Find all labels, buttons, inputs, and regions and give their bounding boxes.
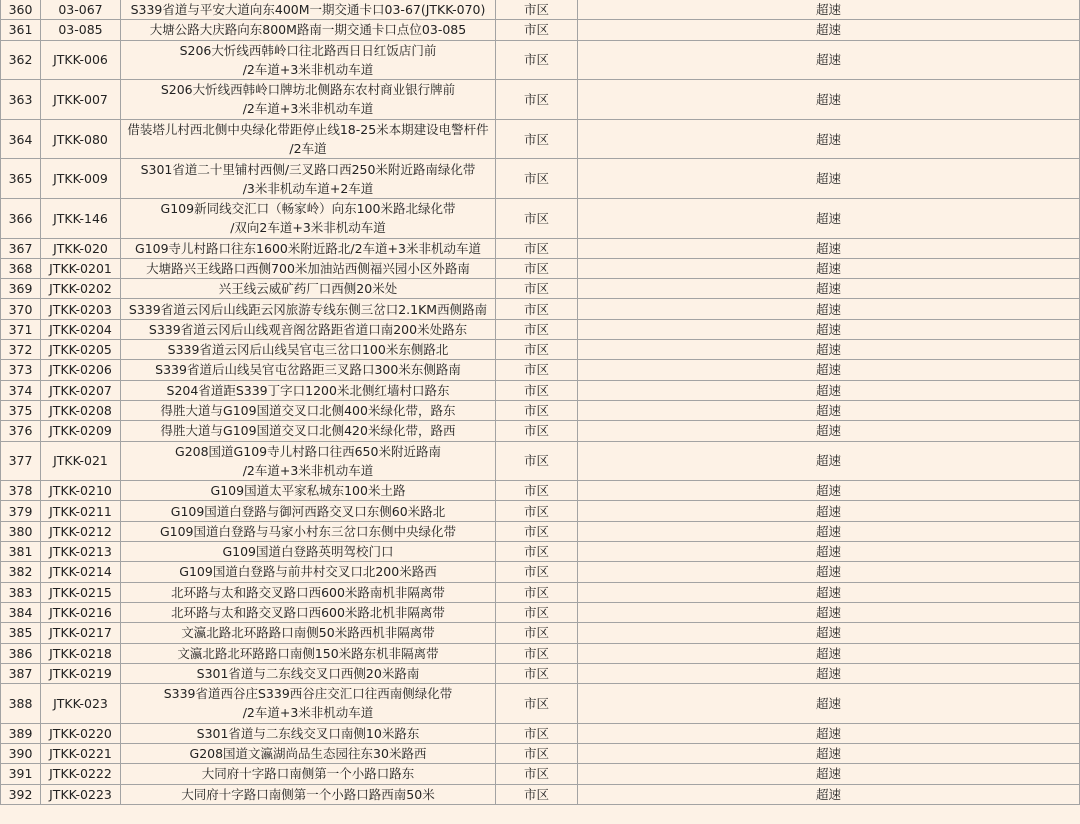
violation-type-cell: 超速: [578, 238, 1080, 258]
violation-type-cell: 超速: [578, 643, 1080, 663]
device-code-cell: 03-067: [41, 0, 121, 20]
row-number-cell: 386: [1, 643, 41, 663]
device-code-cell: JTKK-023: [41, 684, 121, 724]
violation-type-cell: 超速: [578, 258, 1080, 278]
violation-type-cell: 超速: [578, 421, 1080, 441]
row-number-cell: 377: [1, 441, 41, 481]
row-number-cell: 373: [1, 360, 41, 380]
violation-type-cell: 超速: [578, 521, 1080, 541]
device-code-cell: JTKK-0204: [41, 319, 121, 339]
location-line: G109国道白登路与御河西路交叉口东侧60米路北: [170, 503, 446, 519]
violation-type-cell: 超速: [578, 441, 1080, 481]
row-number-cell: 384: [1, 602, 41, 622]
area-cell: 市区: [496, 643, 578, 663]
location-line: S339省道后山线吴官屯岔路距三叉路口300米东侧路南: [155, 362, 461, 378]
violation-type-cell: 超速: [578, 279, 1080, 299]
area-cell: 市区: [496, 602, 578, 622]
table-row: [1, 198, 1080, 238]
location-line: 文瀛北路北环路路口南侧50米路西机非隔离带: [181, 625, 435, 641]
row-number-cell: 371: [1, 319, 41, 339]
table-row: [1, 602, 1080, 622]
violation-type-cell: 超速: [578, 663, 1080, 683]
table-row: [1, 360, 1080, 380]
location-cell: [121, 623, 496, 643]
row-number-cell: 381: [1, 542, 41, 562]
row-number-cell: 366: [1, 198, 41, 238]
location-cell: [121, 441, 496, 481]
device-code-cell: JTKK-0209: [41, 421, 121, 441]
device-code-cell: JTKK-0223: [41, 784, 121, 804]
location-line: 文瀛北路北环路路口南侧150米路东机非隔离带: [177, 645, 439, 661]
table-row: [1, 743, 1080, 763]
area-cell: 市区: [496, 764, 578, 784]
area-cell: 市区: [496, 542, 578, 562]
table-row: [1, 723, 1080, 743]
table-row: [1, 40, 1080, 80]
violation-type-cell: 超速: [578, 380, 1080, 400]
location-line: /2车道: [289, 141, 327, 157]
row-number-cell: 372: [1, 340, 41, 360]
area-cell: 市区: [496, 20, 578, 40]
location-line: /3米非机动车道+2车道: [242, 180, 374, 196]
location-cell: [121, 684, 496, 724]
violation-type-cell: 超速: [578, 764, 1080, 784]
area-cell: 市区: [496, 299, 578, 319]
violation-type-cell: 超速: [578, 784, 1080, 804]
area-cell: 市区: [496, 0, 578, 20]
table-row: [1, 258, 1080, 278]
location-cell: [121, 360, 496, 380]
table-row: [1, 119, 1080, 159]
location-cell: [121, 421, 496, 441]
table-row: [1, 542, 1080, 562]
table-row: [1, 279, 1080, 299]
device-code-cell: JTKK-0216: [41, 602, 121, 622]
row-number-cell: 388: [1, 684, 41, 724]
location-cell: [121, 198, 496, 238]
row-number-cell: 374: [1, 380, 41, 400]
violation-type-cell: 超速: [578, 80, 1080, 120]
location-cell: [121, 562, 496, 582]
location-cell: [121, 238, 496, 258]
location-cell: [121, 582, 496, 602]
area-cell: 市区: [496, 279, 578, 299]
location-cell: [121, 602, 496, 622]
row-number-cell: 375: [1, 400, 41, 420]
row-number-cell: 390: [1, 743, 41, 763]
location-line: S206大忻线西韩岭口往北路西日日红饭店门前: [179, 42, 437, 58]
location-cell: [121, 542, 496, 562]
area-cell: 市区: [496, 238, 578, 258]
location-line: S301省道与二东线交叉口南侧10米路东: [196, 725, 420, 741]
device-code-cell: JTKK-0215: [41, 582, 121, 602]
row-number-cell: 376: [1, 421, 41, 441]
location-cell: [121, 521, 496, 541]
device-code-cell: JTKK-146: [41, 198, 121, 238]
device-code-cell: JTKK-0217: [41, 623, 121, 643]
location-line: 北环路与太和路交叉路口西600米路南机非隔离带: [171, 584, 445, 600]
location-cell: [121, 258, 496, 278]
area-cell: 市区: [496, 421, 578, 441]
device-code-cell: JTKK-0202: [41, 279, 121, 299]
area-cell: 市区: [496, 340, 578, 360]
device-code-cell: JTKK-0208: [41, 400, 121, 420]
device-code-cell: JTKK-0203: [41, 299, 121, 319]
area-cell: 市区: [496, 623, 578, 643]
location-line: 大塘路兴王线路口西侧700米加油站西侧福兴园小区外路南: [146, 261, 470, 276]
device-code-cell: JTKK-0222: [41, 764, 121, 784]
violation-type-cell: 超速: [578, 360, 1080, 380]
table-row: [1, 764, 1080, 784]
location-line: G109国道白登路与前井村交叉口北200米路西: [179, 564, 437, 580]
violation-type-cell: 超速: [578, 623, 1080, 643]
location-line: G109国道太平家私城东100米土路: [210, 483, 406, 499]
table-row: [1, 481, 1080, 501]
device-code-cell: 03-085: [41, 20, 121, 40]
violation-type-cell: 超速: [578, 501, 1080, 521]
table-row: [1, 319, 1080, 339]
area-cell: 市区: [496, 198, 578, 238]
row-number-cell: 365: [1, 159, 41, 199]
row-number-cell: 391: [1, 764, 41, 784]
location-line: G208国道文瀛湖尚品生态园往东30米路西: [189, 746, 427, 762]
location-line: /2车道+3米非机动车道: [242, 462, 374, 478]
violation-type-cell: 超速: [578, 119, 1080, 159]
location-line: S301省道二十里铺村西侧/三叉路口西250米附近路南绿化带: [140, 161, 476, 177]
location-line: G109寺儿村路口往东1600米附近路北/2车道+3米非机动车道: [135, 240, 481, 256]
device-code-cell: JTKK-021: [41, 441, 121, 481]
location-line: S339省道西谷庄S339西谷庄交汇口往西南侧绿化带: [163, 686, 453, 702]
violation-type-cell: 超速: [578, 481, 1080, 501]
row-number-cell: 369: [1, 279, 41, 299]
violation-type-cell: 超速: [578, 723, 1080, 743]
location-line: S339省道云冈后山线距云冈旅游专线东侧三岔口2.1KM西侧路南: [128, 301, 488, 317]
table-row: [1, 340, 1080, 360]
area-cell: 市区: [496, 582, 578, 602]
area-cell: 市区: [496, 80, 578, 120]
location-line: G109新同线交汇口（畅家岭）向东100米路北绿化带: [160, 201, 456, 217]
location-line: G109国道白登路英明驾校门口: [222, 544, 394, 560]
device-code-cell: JTKK-0218: [41, 643, 121, 663]
location-line: S339省道云冈后山线观音阁岔路距省道口南200米处路东: [148, 321, 468, 337]
table-row: [1, 521, 1080, 541]
row-number-cell: 382: [1, 562, 41, 582]
area-cell: 市区: [496, 562, 578, 582]
location-line: 得胜大道与G109国道交叉口北侧420米绿化带，路西: [160, 423, 456, 439]
location-line: /2车道+3米非机动车道: [242, 705, 374, 721]
violation-type-cell: 超速: [578, 198, 1080, 238]
area-cell: 市区: [496, 521, 578, 541]
area-cell: 市区: [496, 258, 578, 278]
location-cell: [121, 319, 496, 339]
row-number-cell: 370: [1, 299, 41, 319]
location-line: G109国道白登路与马家小村东三岔口东侧中央绿化带: [159, 523, 457, 539]
location-line: 兴王线云威矿药厂口西侧20米处: [218, 281, 398, 297]
area-cell: 市区: [496, 663, 578, 683]
row-number-cell: 362: [1, 40, 41, 80]
row-number-cell: 364: [1, 119, 41, 159]
area-cell: 市区: [496, 40, 578, 80]
device-code-cell: JTKK-0211: [41, 501, 121, 521]
device-code-cell: JTKK-0219: [41, 663, 121, 683]
violation-type-cell: 超速: [578, 40, 1080, 80]
violation-type-cell: 超速: [578, 602, 1080, 622]
table-row: [1, 562, 1080, 582]
device-code-cell: JTKK-0206: [41, 360, 121, 380]
violation-type-cell: 超速: [578, 400, 1080, 420]
area-cell: 市区: [496, 119, 578, 159]
device-code-cell: JTKK-0205: [41, 340, 121, 360]
device-code-cell: JTKK-0207: [41, 380, 121, 400]
table-row: [1, 684, 1080, 724]
device-code-cell: JTKK-0210: [41, 481, 121, 501]
violation-type-cell: 超速: [578, 743, 1080, 763]
location-cell: [121, 159, 496, 199]
area-cell: 市区: [496, 723, 578, 743]
area-cell: 市区: [496, 360, 578, 380]
location-cell: [121, 80, 496, 120]
location-line: 北环路与太和路交叉路口西600米路北机非隔离带: [171, 605, 445, 621]
row-number-cell: 383: [1, 582, 41, 602]
location-cell: [121, 40, 496, 80]
location-cell: [121, 481, 496, 501]
location-cell: [121, 764, 496, 784]
violation-type-cell: 超速: [578, 319, 1080, 339]
table-row: [1, 299, 1080, 319]
violation-type-cell: 超速: [578, 20, 1080, 40]
table-row: [1, 80, 1080, 120]
location-cell: [121, 663, 496, 683]
location-cell: [121, 340, 496, 360]
location-cell: [121, 784, 496, 804]
table-row: [1, 20, 1080, 40]
location-cell: [121, 400, 496, 420]
device-code-cell: JTKK-0212: [41, 521, 121, 541]
area-cell: 市区: [496, 784, 578, 804]
table-row: [1, 159, 1080, 199]
table-row: [1, 582, 1080, 602]
table-row: [1, 441, 1080, 481]
violation-type-cell: 超速: [578, 562, 1080, 582]
location-cell: [121, 20, 496, 40]
table-row: [1, 643, 1080, 663]
location-line: /2车道+3米非机动车道: [242, 61, 374, 77]
table-row: [1, 784, 1080, 804]
location-cell: [121, 501, 496, 521]
device-code-cell: JTKK-009: [41, 159, 121, 199]
area-cell: 市区: [496, 684, 578, 724]
table-body: [1, 0, 1080, 804]
table-row: [1, 380, 1080, 400]
area-cell: 市区: [496, 159, 578, 199]
violation-type-cell: 超速: [578, 299, 1080, 319]
location-line: 大同府十字路口南侧第一个小路口路东: [201, 766, 415, 782]
location-line: /双向2车道+3米非机动车道: [230, 220, 386, 236]
location-cell: [121, 380, 496, 400]
device-code-cell: JTKK-0201: [41, 258, 121, 278]
location-line: S206大忻线西韩岭口牌坊北侧路东农村商业银行牌前: [160, 82, 456, 98]
location-line: S339省道云冈后山线吴官屯三岔口100米东侧路北: [167, 342, 449, 358]
table-row: [1, 0, 1080, 20]
device-code-cell: JTKK-020: [41, 238, 121, 258]
row-number-cell: 379: [1, 501, 41, 521]
row-number-cell: 378: [1, 481, 41, 501]
device-code-cell: JTKK-006: [41, 40, 121, 80]
area-cell: 市区: [496, 501, 578, 521]
row-number-cell: 387: [1, 663, 41, 683]
location-cell: [121, 643, 496, 663]
violation-type-cell: 超速: [578, 542, 1080, 562]
row-number-cell: 389: [1, 723, 41, 743]
violation-type-cell: 超速: [578, 340, 1080, 360]
violation-type-cell: 超速: [578, 684, 1080, 724]
location-line: S204省道距S339丁字口1200米北侧红墙村口路东: [166, 382, 450, 398]
table-row: [1, 623, 1080, 643]
violation-type-cell: 超速: [578, 159, 1080, 199]
table-row: [1, 400, 1080, 420]
device-code-cell: JTKK-0220: [41, 723, 121, 743]
row-number-cell: 392: [1, 784, 41, 804]
location-cell: [121, 279, 496, 299]
location-line: G208国道G109寺儿村路口往西650米附近路南: [175, 443, 441, 459]
location-cell: [121, 743, 496, 763]
violation-type-cell: 超速: [578, 582, 1080, 602]
location-cell: [121, 0, 496, 20]
violation-type-cell: 超速: [578, 0, 1080, 20]
location-line: 得胜大道与G109国道交叉口北侧400米绿化带，路东: [160, 403, 456, 419]
device-code-cell: JTKK-080: [41, 119, 121, 159]
location-line: S339省道与平安大道向东400M一期交通卡口03-67(JTKK-070): [130, 2, 486, 18]
location-line: 借装塔儿村西北侧中央绿化带距停止线18-25米本期建设电警杆件: [127, 122, 489, 138]
location-cell: [121, 723, 496, 743]
area-cell: 市区: [496, 441, 578, 481]
location-cell: [121, 299, 496, 319]
row-number-cell: 360: [1, 0, 41, 20]
row-number-cell: 363: [1, 80, 41, 120]
row-number-cell: 361: [1, 20, 41, 40]
row-number-cell: 385: [1, 623, 41, 643]
location-line: S301省道与二东线交叉口西侧20米路南: [196, 665, 420, 681]
row-number-cell: 380: [1, 521, 41, 541]
area-cell: 市区: [496, 743, 578, 763]
device-code-cell: JTKK-0221: [41, 743, 121, 763]
device-code-cell: JTKK-0213: [41, 542, 121, 562]
table-row: [1, 238, 1080, 258]
device-code-cell: JTKK-007: [41, 80, 121, 120]
table-row: [1, 501, 1080, 521]
location-cell: [121, 119, 496, 159]
device-code-cell: JTKK-0214: [41, 562, 121, 582]
location-line: 大同府十字路口南侧第一个小路口路西南50米: [181, 786, 435, 802]
row-number-cell: 368: [1, 258, 41, 278]
location-line: /2车道+3米非机动车道: [242, 101, 374, 117]
row-number-cell: 367: [1, 238, 41, 258]
location-line: 大塘公路大庆路向东800M路南一期交通卡口点位03-085: [149, 22, 467, 38]
table-row: [1, 421, 1080, 441]
area-cell: 市区: [496, 319, 578, 339]
area-cell: 市区: [496, 481, 578, 501]
table-row: [1, 663, 1080, 683]
area-cell: 市区: [496, 400, 578, 420]
area-cell: 市区: [496, 380, 578, 400]
